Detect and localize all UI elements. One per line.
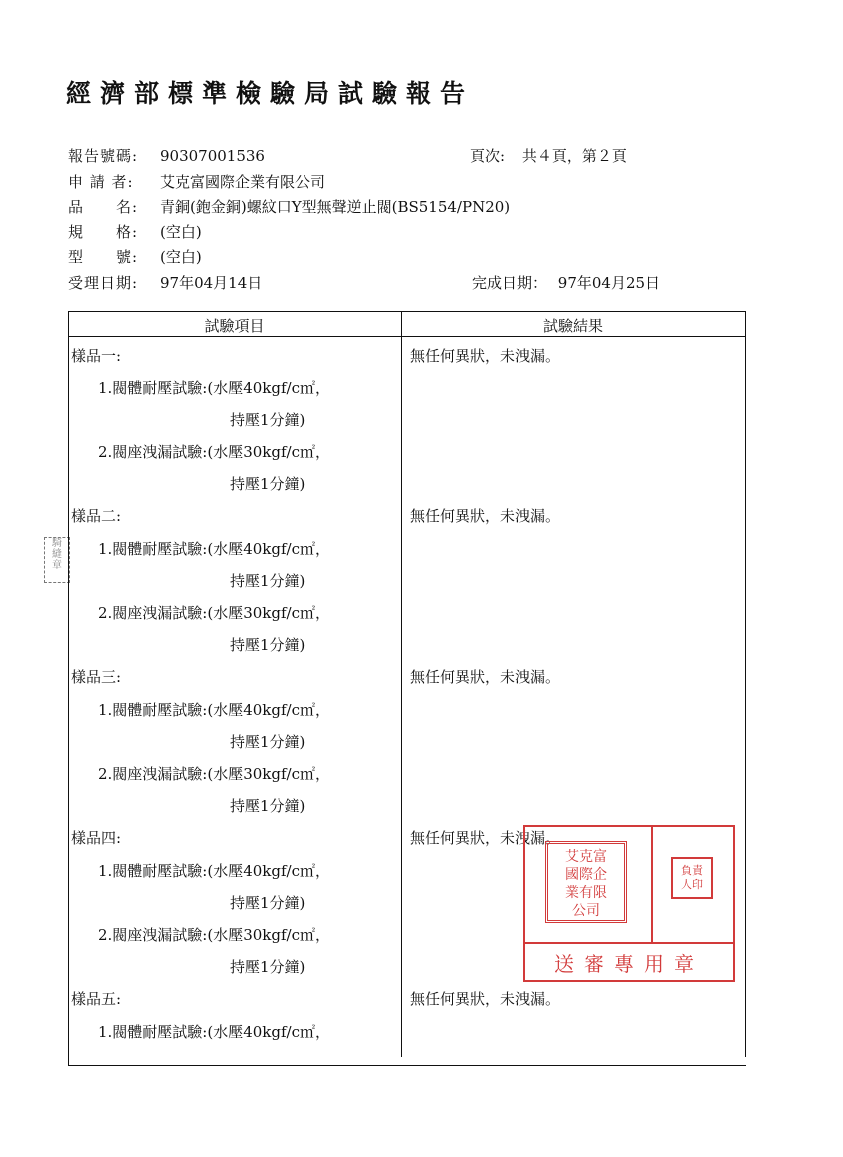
applicant-row [68, 171, 325, 192]
stamp-caption: 送審專用章 [554, 952, 704, 976]
test-item: 2.閥座洩漏試驗:(水壓30kgf/c㎡， [98, 926, 331, 944]
personal-seal-icon: 負責 人印 [671, 857, 713, 899]
test-item-cont: 持壓1分鐘) [230, 572, 306, 590]
table-center-divider [401, 312, 402, 1057]
column-header-item: 試驗項目 [204, 317, 265, 335]
finish-date-row [472, 272, 660, 293]
product-row [68, 196, 510, 217]
sample-result: 無任何異狀，未洩漏。 [410, 990, 561, 1008]
applicant-value: 艾克富國際企業有限公司 [160, 173, 326, 191]
submission-stamp [523, 825, 735, 982]
finish-date-label: 完成日期： [472, 274, 548, 292]
table-header-rule [68, 336, 746, 337]
model-row [68, 246, 202, 267]
page-info-row [470, 145, 627, 166]
sample-name: 樣品一: [71, 347, 122, 365]
table-left-border [68, 312, 69, 1065]
model-value: (空白) [160, 248, 202, 266]
model-label: 型 號: [68, 248, 139, 266]
sample-name: 樣品三: [71, 668, 122, 686]
sample-result: 無任何異狀，未洩漏。 [410, 507, 561, 525]
applicant-label: 申 請 者: [68, 173, 134, 191]
product-value: 青銅(鉋金銅)螺紋口Y型無聲逆止閥(BS5154/PN20) [160, 198, 511, 216]
product-label: 品 名: [68, 198, 139, 216]
accept-date-label: 受理日期: [68, 274, 139, 292]
spec-row [68, 221, 202, 242]
test-item: 1.閥體耐壓試驗:(水壓40kgf/c㎡， [98, 540, 331, 558]
stamp-divider-vertical [651, 827, 653, 944]
report-number-label: 報告號碼: [68, 147, 139, 165]
test-item-cont: 持壓1分鐘) [230, 797, 306, 815]
report-title: 經濟部標準檢驗局試驗報告 [66, 79, 475, 108]
sample-name: 樣品五: [71, 990, 122, 1008]
accept-date-value: 97年04月14日 [160, 274, 263, 292]
sample-result: 無任何異狀，未洩漏。 [410, 347, 561, 365]
test-item-cont: 持壓1分鐘) [230, 636, 306, 654]
table-right-border [745, 312, 746, 1057]
report-number-row [68, 145, 265, 166]
report-number: 90307001536 [160, 147, 265, 165]
sample-result: 無任何異狀，未洩漏。 [410, 668, 561, 686]
accept-date-row [68, 272, 262, 293]
margin-stamp-mark: 騎 縫 章 [44, 537, 70, 583]
sample-name: 樣品二: [71, 507, 122, 525]
column-header-result: 試驗結果 [542, 317, 603, 335]
spec-value: (空白) [160, 223, 202, 241]
test-item-cont: 持壓1分鐘) [230, 475, 306, 493]
page-value: 共４頁，第２頁 [521, 147, 627, 165]
test-item: 1.閥體耐壓試驗:(水壓40kgf/c㎡， [98, 862, 331, 880]
page-label: 頁次: [470, 147, 506, 165]
test-item-cont: 持壓1分鐘) [230, 894, 306, 912]
test-item: 1.閥體耐壓試驗:(水壓40kgf/c㎡， [98, 1023, 331, 1041]
company-seal-icon: 艾克富 國際企 業有限 公司 [545, 841, 627, 923]
test-item: 2.閥座洩漏試驗:(水壓30kgf/c㎡， [98, 604, 331, 622]
test-item: 1.閥體耐壓試驗:(水壓40kgf/c㎡， [98, 701, 331, 719]
test-item: 2.閥座洩漏試驗:(水壓30kgf/c㎡， [98, 765, 331, 783]
sample-result: 無任何異狀，未洩漏。 [410, 829, 561, 847]
test-item-cont: 持壓1分鐘) [230, 733, 306, 751]
test-item-cont: 持壓1分鐘) [230, 958, 306, 976]
test-item: 2.閥座洩漏試驗:(水壓30kgf/c㎡， [98, 443, 331, 461]
test-item: 1.閥體耐壓試驗:(水壓40kgf/c㎡， [98, 379, 331, 397]
sample-name: 樣品四: [71, 829, 122, 847]
spec-label: 規 格: [68, 223, 139, 241]
test-item-cont: 持壓1分鐘) [230, 411, 306, 429]
finish-date-value: 97年04月25日 [557, 274, 661, 292]
stamp-divider-horizontal [525, 942, 733, 944]
